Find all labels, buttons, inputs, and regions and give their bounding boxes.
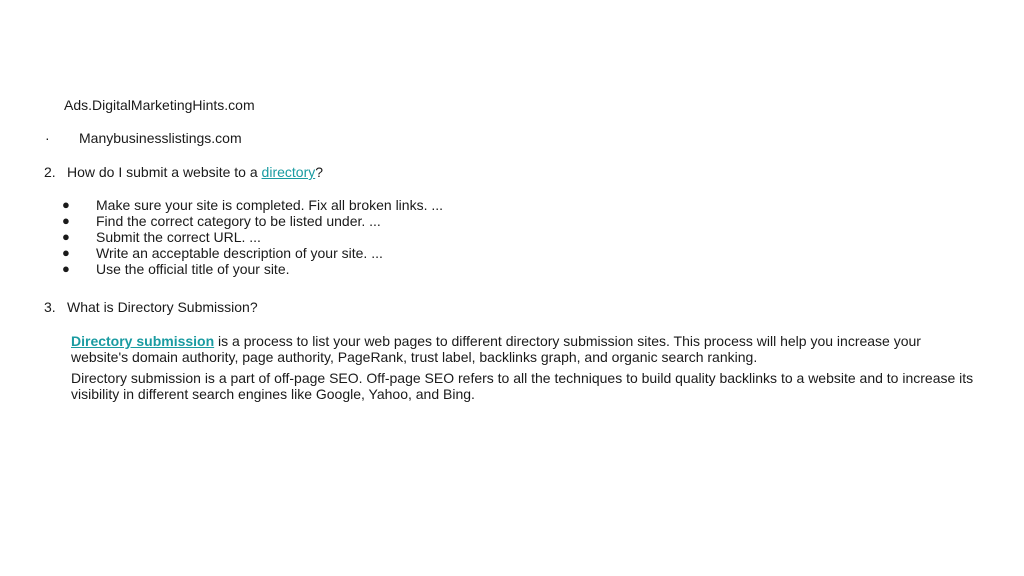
dot-bullet: ·	[45, 130, 50, 146]
step-bullet: ●	[62, 213, 70, 228]
directory-submission-link[interactable]: Directory submission	[71, 333, 215, 349]
directory-link[interactable]: directory	[261, 164, 316, 180]
step-bullet: ●	[62, 245, 70, 260]
manybusiness-line: Manybusinesslistings.com	[79, 130, 242, 146]
q2-text-before: How do I submit a website to a	[67, 164, 262, 180]
ads-line: Ads.DigitalMarketingHints.com	[64, 97, 255, 113]
q2-text-after: ?	[315, 164, 324, 180]
definition-text: is a process to list your web pages to different directory submission sites. This process will help you increase your website's domain authority, page authority, PageRank, trust label, backlinks graph, and organic search ranking.	[71, 333, 921, 365]
step-bullet: ●	[62, 229, 70, 244]
step-bullet: ●	[62, 261, 70, 276]
q2-number: 2.	[44, 164, 56, 180]
offpage-paragraph: Directory submission is a part of off-page SEO. Off-page SEO refers to all the techniques to build quality backlinks to a website and to increase its visibility in different search engines like Google, Yahoo, and Bing.	[71, 370, 974, 402]
step-bullet: ●	[62, 197, 70, 212]
step-text: Submit the correct URL. ...	[96, 229, 261, 245]
q3-number: 3.	[44, 299, 56, 315]
definition-paragraph	[71, 333, 976, 365]
step-text: Use the official title of your site.	[96, 261, 290, 277]
q3-question: What is Directory Submission?	[67, 299, 258, 315]
q2-question	[67, 164, 323, 180]
step-text: Make sure your site is completed. Fix all broken links. ...	[96, 197, 444, 213]
step-text: Write an acceptable description of your site. ...	[96, 245, 383, 261]
step-text: Find the correct category to be listed under. ...	[96, 213, 381, 229]
